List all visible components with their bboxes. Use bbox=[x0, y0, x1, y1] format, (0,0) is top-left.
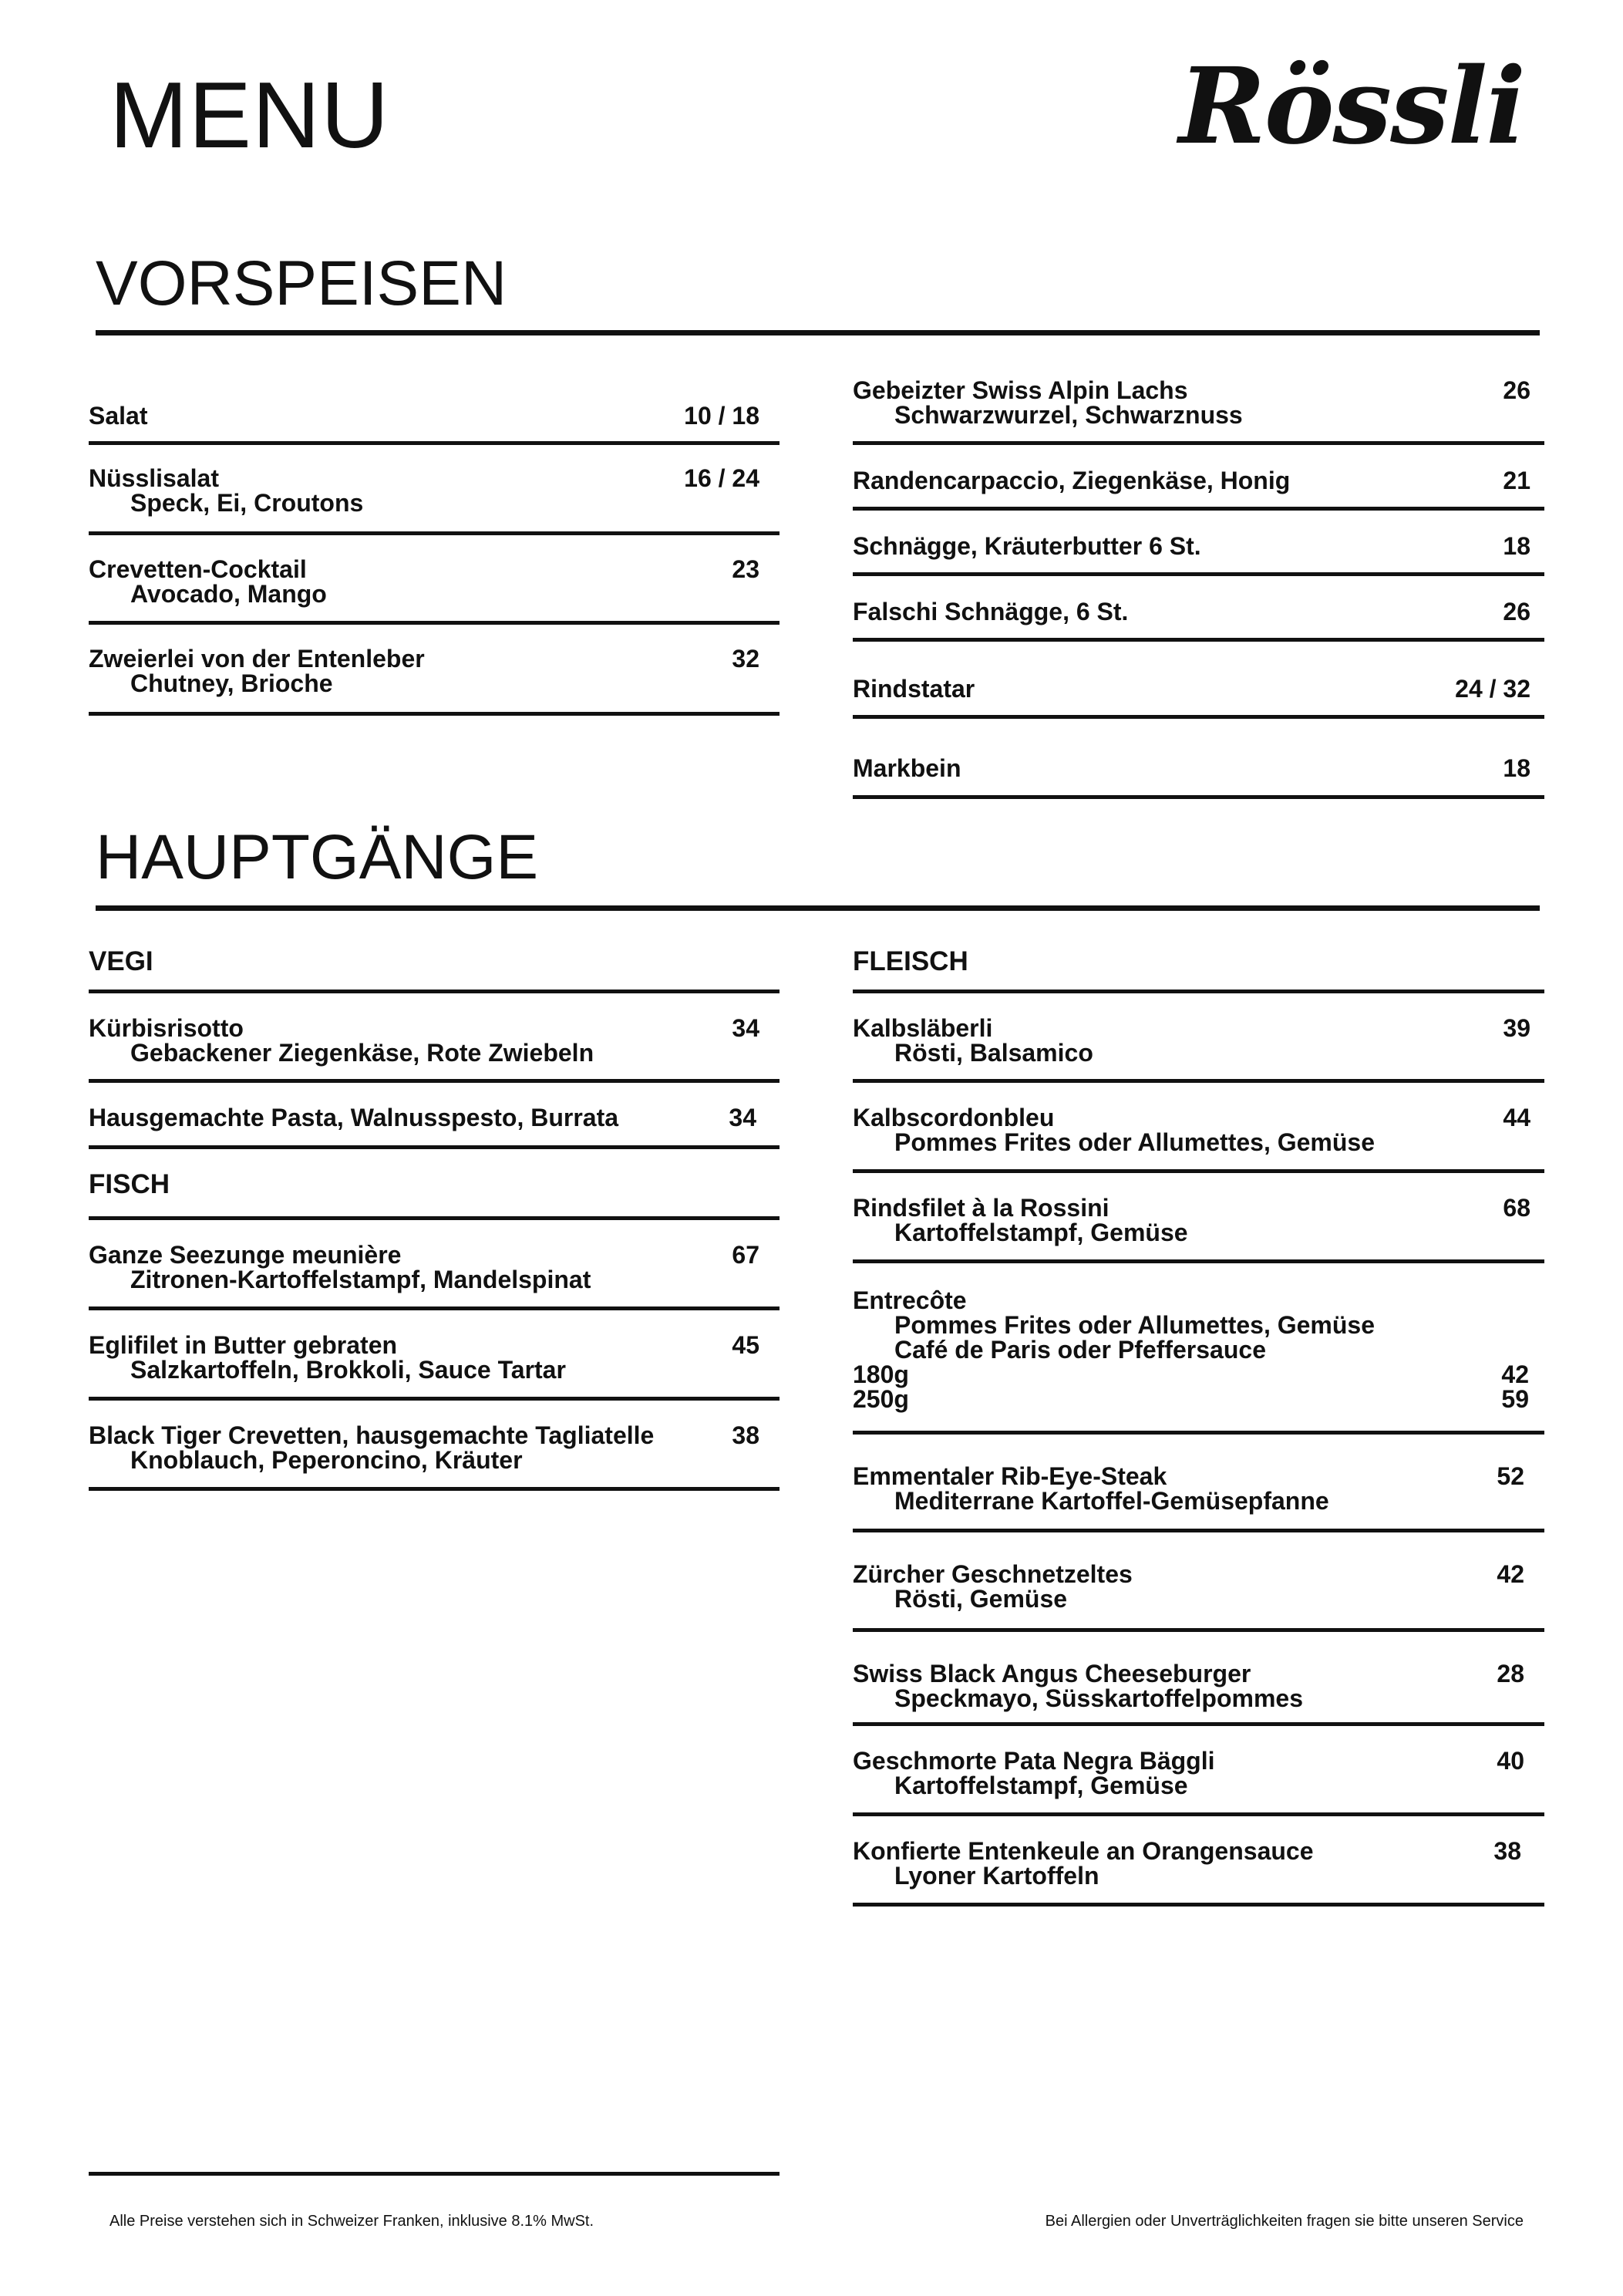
menu-item-entrecote bbox=[853, 1263, 1544, 1435]
item-name: Hausgemachte Pasta, Walnusspesto, Burrata bbox=[89, 1104, 619, 1131]
menu-item bbox=[853, 378, 1544, 445]
item-price: 40 bbox=[1497, 1747, 1524, 1775]
item-price: 10 / 18 bbox=[684, 402, 759, 430]
item-price: 32 bbox=[732, 645, 759, 673]
item-name: Emmentaler Rib-Eye-Steak bbox=[853, 1462, 1167, 1490]
category-header-fleisch bbox=[853, 926, 1544, 993]
menu-item bbox=[853, 1532, 1544, 1632]
item-name: Swiss Black Angus Cheeseburger bbox=[853, 1660, 1251, 1687]
size-option bbox=[853, 1362, 1544, 1387]
menu-item bbox=[853, 445, 1544, 511]
item-description: Mediterrane Kartoffel-Gemüsepfanne bbox=[894, 1487, 1329, 1515]
size-price: 59 bbox=[1501, 1385, 1529, 1413]
item-name: Konfierte Entenkeule an Orangensauce bbox=[853, 1837, 1314, 1865]
menu-item bbox=[853, 1435, 1544, 1532]
item-price: 68 bbox=[1503, 1194, 1530, 1222]
rossli-logo: Rössli bbox=[1178, 45, 1524, 168]
item-description: Chutney, Brioche bbox=[130, 669, 333, 697]
item-name: Eglifilet in Butter gebraten bbox=[89, 1331, 398, 1359]
item-description: Knoblauch, Peperoncino, Kräuter bbox=[130, 1446, 523, 1474]
category-header-vegi bbox=[89, 926, 780, 993]
category-label: FISCH bbox=[89, 1169, 170, 1199]
item-name: Kalbscordonbleu bbox=[853, 1104, 1055, 1131]
size-option bbox=[853, 1387, 1544, 1411]
item-price: 38 bbox=[1493, 1837, 1521, 1865]
item-price: 26 bbox=[1503, 598, 1530, 625]
item-description: Rösti, Gemüse bbox=[894, 1585, 1068, 1613]
item-price: 21 bbox=[1503, 467, 1530, 494]
section-title-vorspeisen: VORSPEISEN bbox=[96, 248, 507, 319]
size-label: 250g bbox=[853, 1385, 909, 1413]
menu-item bbox=[853, 1083, 1544, 1173]
menu-item bbox=[89, 1083, 780, 1149]
item-description: Rösti, Balsamico bbox=[894, 1039, 1093, 1067]
menu-item bbox=[89, 1220, 780, 1310]
item-price: 16 / 24 bbox=[684, 464, 759, 492]
item-price: 67 bbox=[732, 1241, 759, 1269]
category-label: VEGI bbox=[89, 946, 153, 976]
item-description: Schwarzwurzel, Schwarznuss bbox=[894, 401, 1243, 429]
menu-item bbox=[89, 1310, 780, 1401]
category-header-fisch bbox=[89, 1149, 780, 1220]
menu-item bbox=[853, 1816, 1544, 1907]
item-price: 18 bbox=[1503, 754, 1530, 782]
item-price: 28 bbox=[1497, 1660, 1524, 1687]
item-name: Randencarpaccio, Ziegenkäse, Honig bbox=[853, 467, 1291, 494]
item-description: Kartoffelstampf, Gemüse bbox=[894, 1219, 1188, 1246]
item-name: Crevetten-Cocktail bbox=[89, 555, 307, 583]
menu-item bbox=[89, 535, 780, 625]
menu-item bbox=[853, 719, 1544, 799]
item-name: Schnägge, Kräuterbutter 6 St. bbox=[853, 532, 1201, 560]
item-name: Falschi Schnägge, 6 St. bbox=[853, 598, 1129, 625]
item-price: 26 bbox=[1503, 376, 1530, 404]
item-price: 24 / 32 bbox=[1455, 675, 1530, 703]
item-name: Rindstatar bbox=[853, 675, 975, 703]
item-price: 45 bbox=[732, 1331, 759, 1359]
item-price: 18 bbox=[1503, 532, 1530, 560]
menu-item bbox=[89, 625, 780, 716]
item-name: Zürcher Geschnetzeltes bbox=[853, 1560, 1133, 1588]
section-title-hauptgaenge: HAUPTGÄNGE bbox=[96, 822, 539, 892]
menu-item bbox=[89, 445, 780, 535]
size-price: 42 bbox=[1501, 1360, 1529, 1388]
item-price: 39 bbox=[1503, 1014, 1530, 1042]
footer-price-note: Alle Preise verstehen sich in Schweizer Franken, inklusive 8.1% MwSt. bbox=[109, 2213, 594, 2230]
item-description: Avocado, Mango bbox=[130, 580, 327, 608]
item-name: Black Tiger Crevetten, hausgemachte Tagliatelle bbox=[89, 1421, 655, 1449]
item-description: Lyoner Kartoffeln bbox=[894, 1862, 1099, 1890]
size-label: 180g bbox=[853, 1360, 909, 1388]
hauptgaenge-right-column bbox=[853, 926, 1544, 1907]
category-label: FLEISCH bbox=[853, 946, 968, 976]
item-price: 44 bbox=[1503, 1104, 1530, 1131]
hauptgaenge-left-column bbox=[89, 926, 780, 1491]
item-description: Speck, Ei, Croutons bbox=[130, 489, 364, 517]
item-description: Salzkartoffeln, Brokkoli, Sauce Tartar bbox=[130, 1356, 566, 1384]
vorspeisen-right-column bbox=[853, 378, 1544, 799]
section-divider bbox=[96, 330, 1540, 335]
footer-allergy-note: Bei Allergien oder Unverträglichkeiten fragen sie bitte unseren Service bbox=[1045, 2213, 1524, 2230]
item-price: 34 bbox=[732, 1014, 759, 1042]
item-name: Rindsfilet à la Rossini bbox=[853, 1194, 1109, 1222]
item-name: Markbein bbox=[853, 754, 961, 782]
item-price: 38 bbox=[732, 1421, 759, 1449]
item-name: Kalbsläberli bbox=[853, 1014, 993, 1042]
menu-title: MENU bbox=[109, 62, 390, 167]
item-description: Pommes Frites oder Allumettes, Gemüse bbox=[894, 1128, 1376, 1156]
item-name: Salat bbox=[89, 402, 148, 430]
menu-item bbox=[853, 576, 1544, 642]
menu-item bbox=[853, 511, 1544, 576]
item-price: 23 bbox=[732, 555, 759, 583]
footer-divider bbox=[89, 2172, 780, 2176]
item-name: Geschmorte Pata Negra Bäggli bbox=[853, 1747, 1215, 1775]
menu-item bbox=[853, 993, 1544, 1083]
item-price: 42 bbox=[1497, 1560, 1524, 1588]
item-description: Zitronen-Kartoffelstampf, Mandelspinat bbox=[130, 1266, 591, 1293]
menu-item bbox=[853, 1173, 1544, 1263]
item-name: Entrecôte bbox=[853, 1286, 967, 1314]
menu-item bbox=[89, 373, 780, 445]
item-description: Kartoffelstampf, Gemüse bbox=[894, 1772, 1188, 1799]
menu-item bbox=[853, 1632, 1544, 1726]
item-name: Kürbisrisotto bbox=[89, 1014, 244, 1042]
item-description: Pommes Frites oder Allumettes, Gemüse bbox=[894, 1311, 1376, 1339]
menu-item bbox=[853, 642, 1544, 719]
item-name: Ganze Seezunge meunière bbox=[89, 1241, 402, 1269]
menu-item bbox=[89, 993, 780, 1083]
menu-item bbox=[89, 1401, 780, 1491]
item-name: Gebeizter Swiss Alpin Lachs bbox=[853, 376, 1188, 404]
item-price: 34 bbox=[729, 1104, 756, 1131]
item-price: 52 bbox=[1497, 1462, 1524, 1490]
item-description: Gebackener Ziegenkäse, Rote Zwiebeln bbox=[130, 1039, 594, 1067]
vorspeisen-left-column bbox=[89, 373, 780, 716]
section-divider bbox=[96, 905, 1540, 911]
item-description: Café de Paris oder Pfeffersauce bbox=[894, 1336, 1266, 1364]
item-name: Zweierlei von der Entenleber bbox=[89, 645, 425, 673]
item-name: Nüsslisalat bbox=[89, 464, 219, 492]
menu-item bbox=[853, 1726, 1544, 1816]
item-description: Speckmayo, Süsskartoffelpommes bbox=[894, 1684, 1303, 1712]
